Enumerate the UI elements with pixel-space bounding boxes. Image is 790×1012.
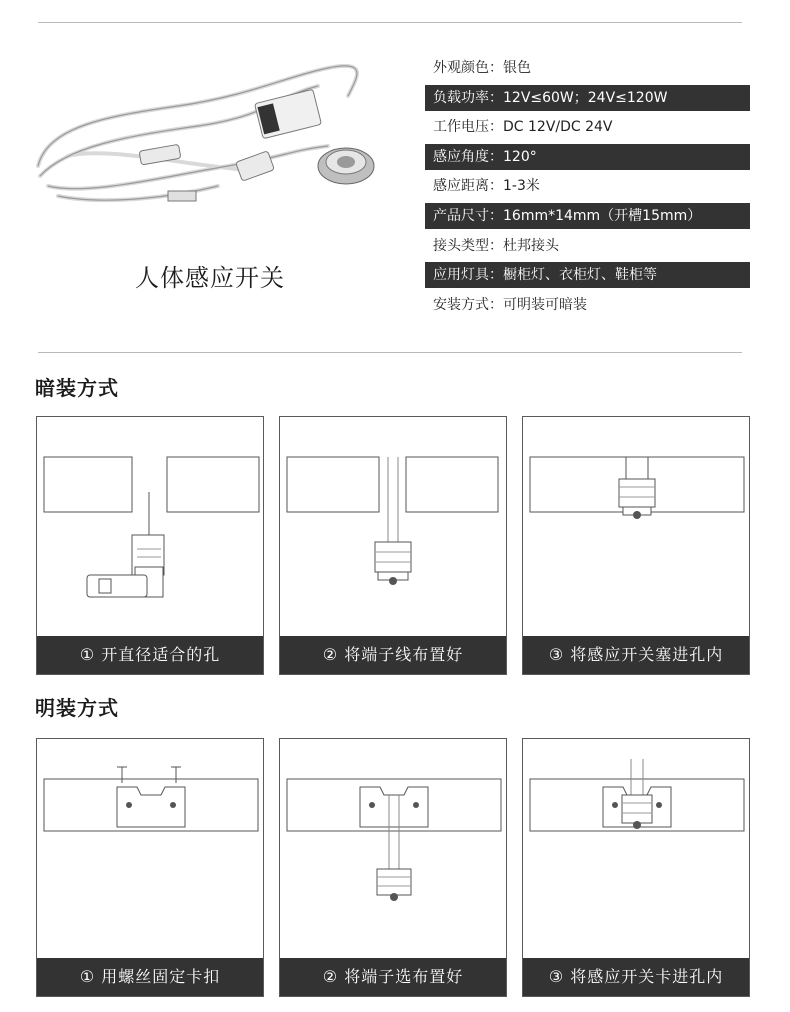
surface-step-1-caption: ① 用螺丝固定卡扣	[37, 958, 263, 996]
spec-distance: 感应距离：1-3米	[425, 173, 750, 199]
recessed-step-1-caption: ① 开直径适合的孔	[37, 636, 263, 674]
top-divider	[38, 22, 742, 23]
clip-sensor-illustration	[523, 739, 751, 959]
spec-color: 外观颜色：银色	[425, 55, 750, 81]
spec-install: 安装方式：可明装可暗装	[425, 292, 750, 318]
product-photo	[28, 56, 378, 226]
recessed-section-title: 暗装方式	[35, 376, 119, 400]
surface-step-2	[279, 738, 507, 997]
spec-voltage: 工作电压：DC 12V/DC 24V	[425, 114, 750, 140]
surface-step-3-caption: ③ 将感应开关卡进孔内	[523, 958, 749, 996]
wire-placement-illustration	[280, 417, 508, 637]
insert-sensor-illustration	[523, 417, 751, 637]
surface-wire-illustration	[280, 739, 508, 959]
surface-section-title: 明装方式	[35, 696, 119, 720]
surface-step-2-caption: ② 将端子选布置好	[280, 958, 506, 996]
recessed-step-2	[279, 416, 507, 675]
surface-step-3	[522, 738, 750, 997]
recessed-step-1	[36, 416, 264, 675]
spec-size: 产品尺寸：16mm*14mm（开槽15mm）	[425, 203, 750, 229]
surface-step-1	[36, 738, 264, 997]
spec-angle: 感应角度：120°	[425, 144, 750, 170]
recessed-step-2-caption: ② 将端子线布置好	[280, 636, 506, 674]
spec-connector: 接头类型：杜邦接头	[425, 233, 750, 259]
middle-divider	[38, 352, 742, 353]
spec-list	[425, 55, 750, 321]
recessed-step-3-caption: ③ 将感应开关塞进孔内	[523, 636, 749, 674]
drill-illustration	[37, 417, 265, 637]
spec-load-power: 负载功率：12V≤60W；24V≤120W	[425, 85, 750, 111]
recessed-step-3	[522, 416, 750, 675]
spec-application: 应用灯具：橱柜灯、衣柜灯、鞋柜等	[425, 262, 750, 288]
product-name: 人体感应开关	[135, 264, 285, 292]
screw-clip-illustration	[37, 739, 265, 959]
